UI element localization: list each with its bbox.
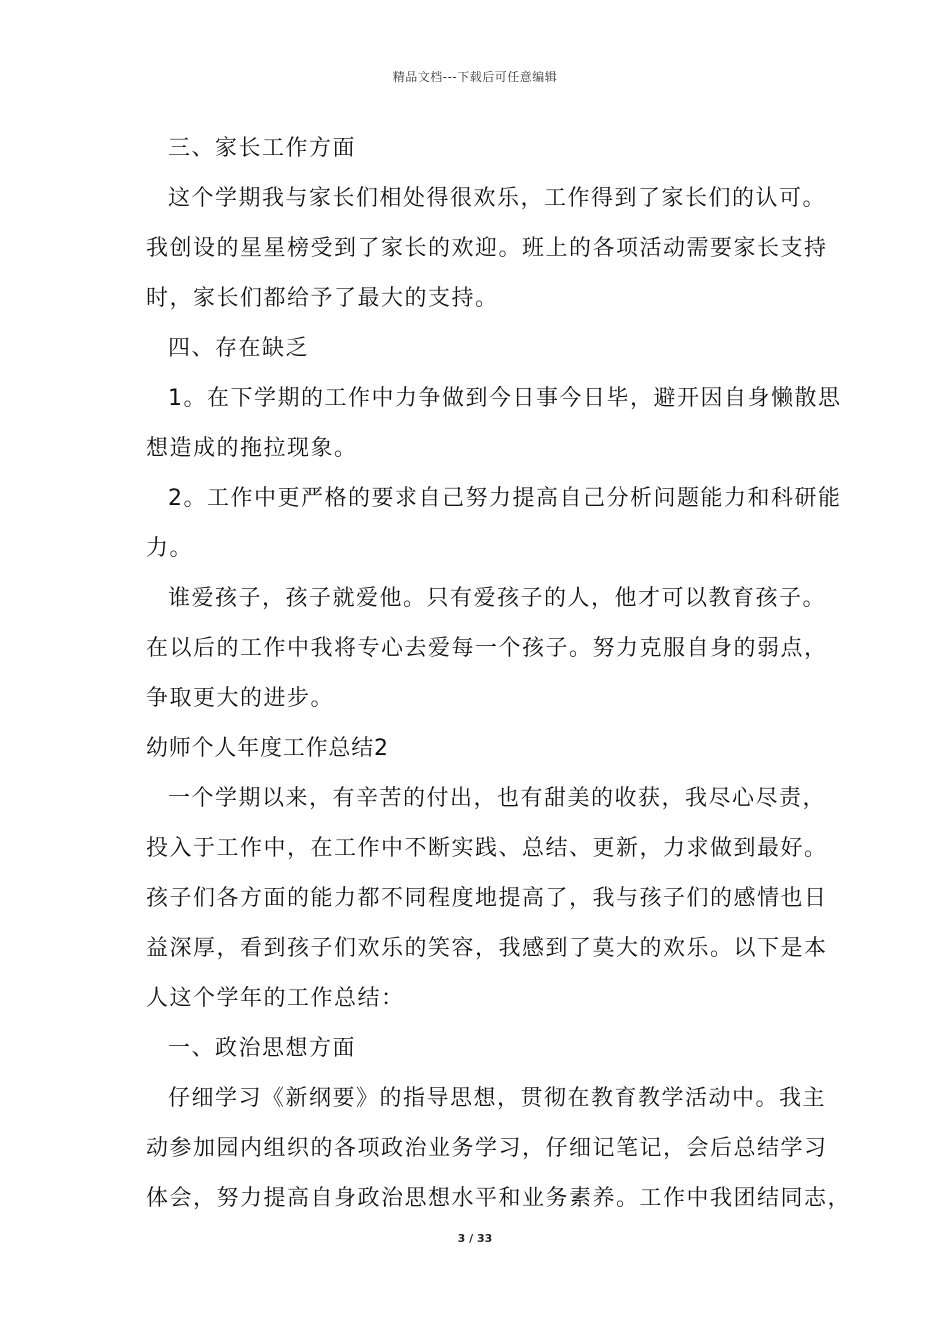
paragraph-line: 人这个学年的工作总结： [146, 986, 405, 1011]
paragraph-line: 一个学期以来，有辛苦的付出，也有甜美的收获，我尽心尽责， [168, 786, 827, 811]
list-item-2: 2。工作中更严格的要求自己努力提高自己分析问题能力和科研能 [168, 486, 842, 511]
section-heading-parents: 三、家长工作方面 [168, 136, 357, 161]
section-heading-shortcomings: 四、存在缺乏 [168, 336, 310, 361]
paragraph-line: 争取更大的进步。 [146, 686, 335, 711]
paragraph-line: 益深厚，看到孩子们欢乐的笑容，我感到了莫大的欢乐。以下是本 [146, 936, 828, 961]
paragraph-line: 我创设的星星榜受到了家长的欢迎。班上的各项活动需要家长支持 [146, 236, 828, 261]
list-item-1: 1。在下学期的工作中力争做到今日事今日毕，避开因自身懒散思 [168, 386, 842, 411]
article-title: 幼师个人年度工作总结2 [146, 736, 389, 761]
paragraph-line: 力。 [146, 536, 194, 561]
paragraph-line: 这个学期我与家长们相处得很欢乐，工作得到了家长们的认可。 [168, 186, 827, 211]
page-number: 3 / 33 [457, 1232, 493, 1245]
paragraph-line: 时，家长们都给予了最大的支持。 [146, 286, 499, 311]
paragraph-line: 谁爱孩子，孩子就爱他。只有爱孩子的人，他才可以教育孩子。 [168, 586, 827, 611]
paragraph-line: 动参加园内组织的各项政治业务学习，仔细记笔记，会后总结学习 [146, 1136, 828, 1161]
paragraph-line: 在以后的工作中我将专心去爱每一个孩子。努力克服自身的弱点， [146, 636, 828, 661]
document-body [146, 124, 852, 1224]
page-header: 精品文档---下载后可任意编辑 [392, 70, 558, 84]
paragraph-line: 仔细学习《新纲要》的指导思想，贯彻在教育教学活动中。我主 [168, 1086, 827, 1111]
section-heading-politics: 一、政治思想方面 [168, 1036, 357, 1061]
paragraph-line: 体会，努力提高自身政治思想水平和业务素养。工作中我团结同志， [146, 1186, 852, 1211]
paragraph-line: 孩子们各方面的能力都不同程度地提高了，我与孩子们的感情也日 [146, 886, 828, 911]
paragraph-line: 投入于工作中，在工作中不断实践、总结、更新，力求做到最好。 [146, 836, 828, 861]
paragraph-line: 想造成的拖拉现象。 [146, 436, 358, 461]
